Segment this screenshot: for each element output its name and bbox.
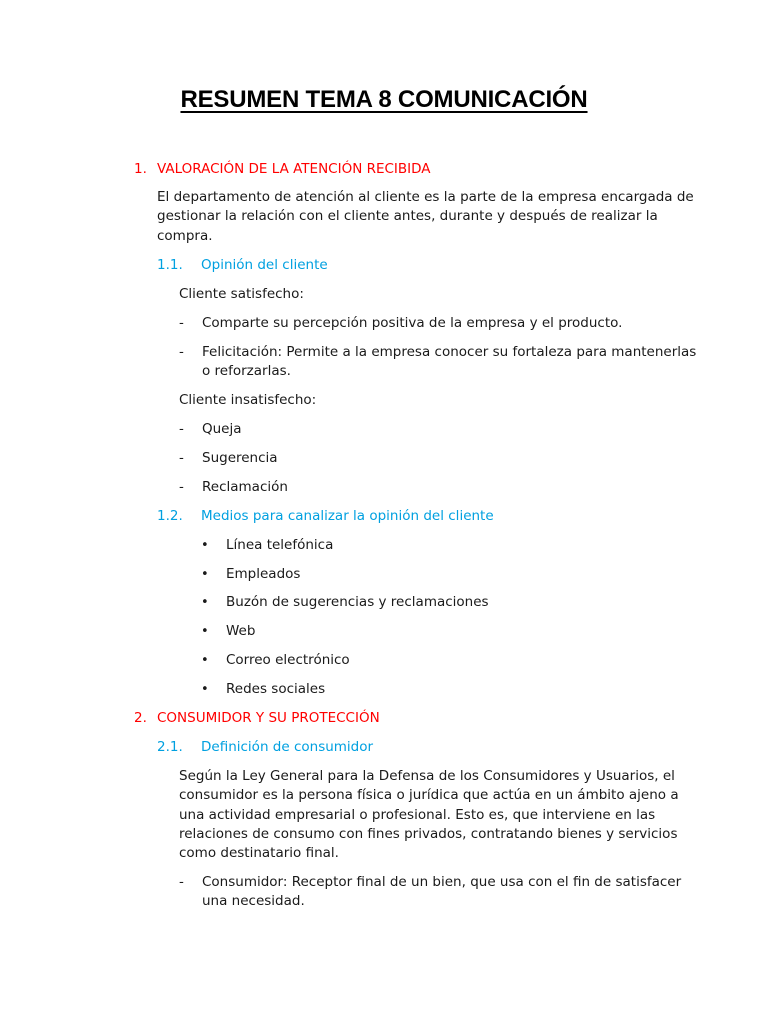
- page-title: RESUMEN TEMA 8 COMUNICACIÓN: [180, 86, 588, 113]
- intro-line: El departamento de atención al cliente es la parte de la empresa encargada de: [157, 189, 694, 205]
- section-2-heading: CONSUMIDOR Y SU PROTECCIÓN: [157, 710, 380, 726]
- paragraph-line: Según la Ley General para la Defensa de los Consumidores y Usuarios, el: [179, 768, 675, 784]
- section-1-number: 1.: [134, 161, 147, 177]
- list-item: Línea telefónica: [226, 537, 334, 553]
- definition-paragraph: [179, 767, 679, 863]
- dash-marker: -: [179, 344, 184, 360]
- list-item: Sugerencia: [202, 450, 278, 466]
- section-1-heading: VALORACIÓN DE LA ATENCIÓN RECIBIDA: [157, 161, 431, 177]
- list-item-continuation: una necesidad.: [202, 893, 305, 909]
- dash-marker: -: [179, 315, 184, 331]
- list-item: Web: [226, 623, 256, 639]
- bullet-marker: •: [201, 682, 209, 697]
- dash-marker: -: [179, 874, 184, 890]
- intro-line: compra.: [157, 227, 213, 244]
- subsection-2-1-heading: Definición de consumidor: [201, 739, 374, 755]
- satisfied-label: Cliente satisfecho:: [179, 286, 304, 302]
- section-1-intro: [157, 188, 694, 246]
- list-item: Redes sociales: [226, 681, 326, 697]
- paragraph-line: una actividad empresarial o profesional. Esto es, que interviene en las: [179, 806, 656, 823]
- paragraph-line: relaciones de consumo con fines privados, contratando bienes y servicios: [179, 825, 678, 842]
- bullet-marker: •: [201, 624, 209, 639]
- bullet-marker: •: [201, 653, 209, 668]
- dash-marker: -: [179, 421, 184, 437]
- list-item-continuation: o reforzarlas.: [202, 363, 291, 379]
- subsection-1-2-heading: Medios para canalizar la opinión del cliente: [201, 508, 494, 524]
- list-item: Correo electrónico: [226, 652, 350, 668]
- list-item: Buzón de sugerencias y reclamaciones: [226, 594, 489, 610]
- list-item: Reclamación: [202, 479, 288, 495]
- subsection-2-1-number: 2.1.: [157, 739, 183, 755]
- dash-marker: -: [179, 450, 184, 466]
- unsatisfied-label: Cliente insatisfecho:: [179, 392, 317, 408]
- list-item: Comparte su percepción positiva de la empresa y el producto.: [202, 315, 623, 331]
- subsection-1-1-number: 1.1.: [157, 257, 183, 273]
- paragraph-line: consumidor es la persona física o jurídica que actúa en un ámbito ajeno a: [179, 787, 679, 804]
- list-item: Queja: [202, 421, 242, 437]
- list-item: Empleados: [226, 566, 301, 582]
- section-2-number: 2.: [134, 710, 147, 726]
- subsection-1-1-heading: Opinión del cliente: [201, 257, 328, 273]
- bullet-marker: •: [201, 595, 209, 610]
- bullet-marker: •: [201, 567, 209, 582]
- intro-line: gestionar la relación con el cliente antes, durante y después de realizar la: [157, 208, 658, 225]
- dash-marker: -: [179, 479, 184, 495]
- list-item: Felicitación: Permite a la empresa conocer su fortaleza para mantenerlas: [202, 344, 697, 360]
- list-item: Consumidor: Receptor final de un bien, que usa con el fin de satisfacer: [202, 874, 682, 890]
- subsection-1-2-number: 1.2.: [157, 508, 183, 524]
- bullet-marker: •: [201, 538, 209, 553]
- paragraph-line: como destinatario final.: [179, 845, 339, 862]
